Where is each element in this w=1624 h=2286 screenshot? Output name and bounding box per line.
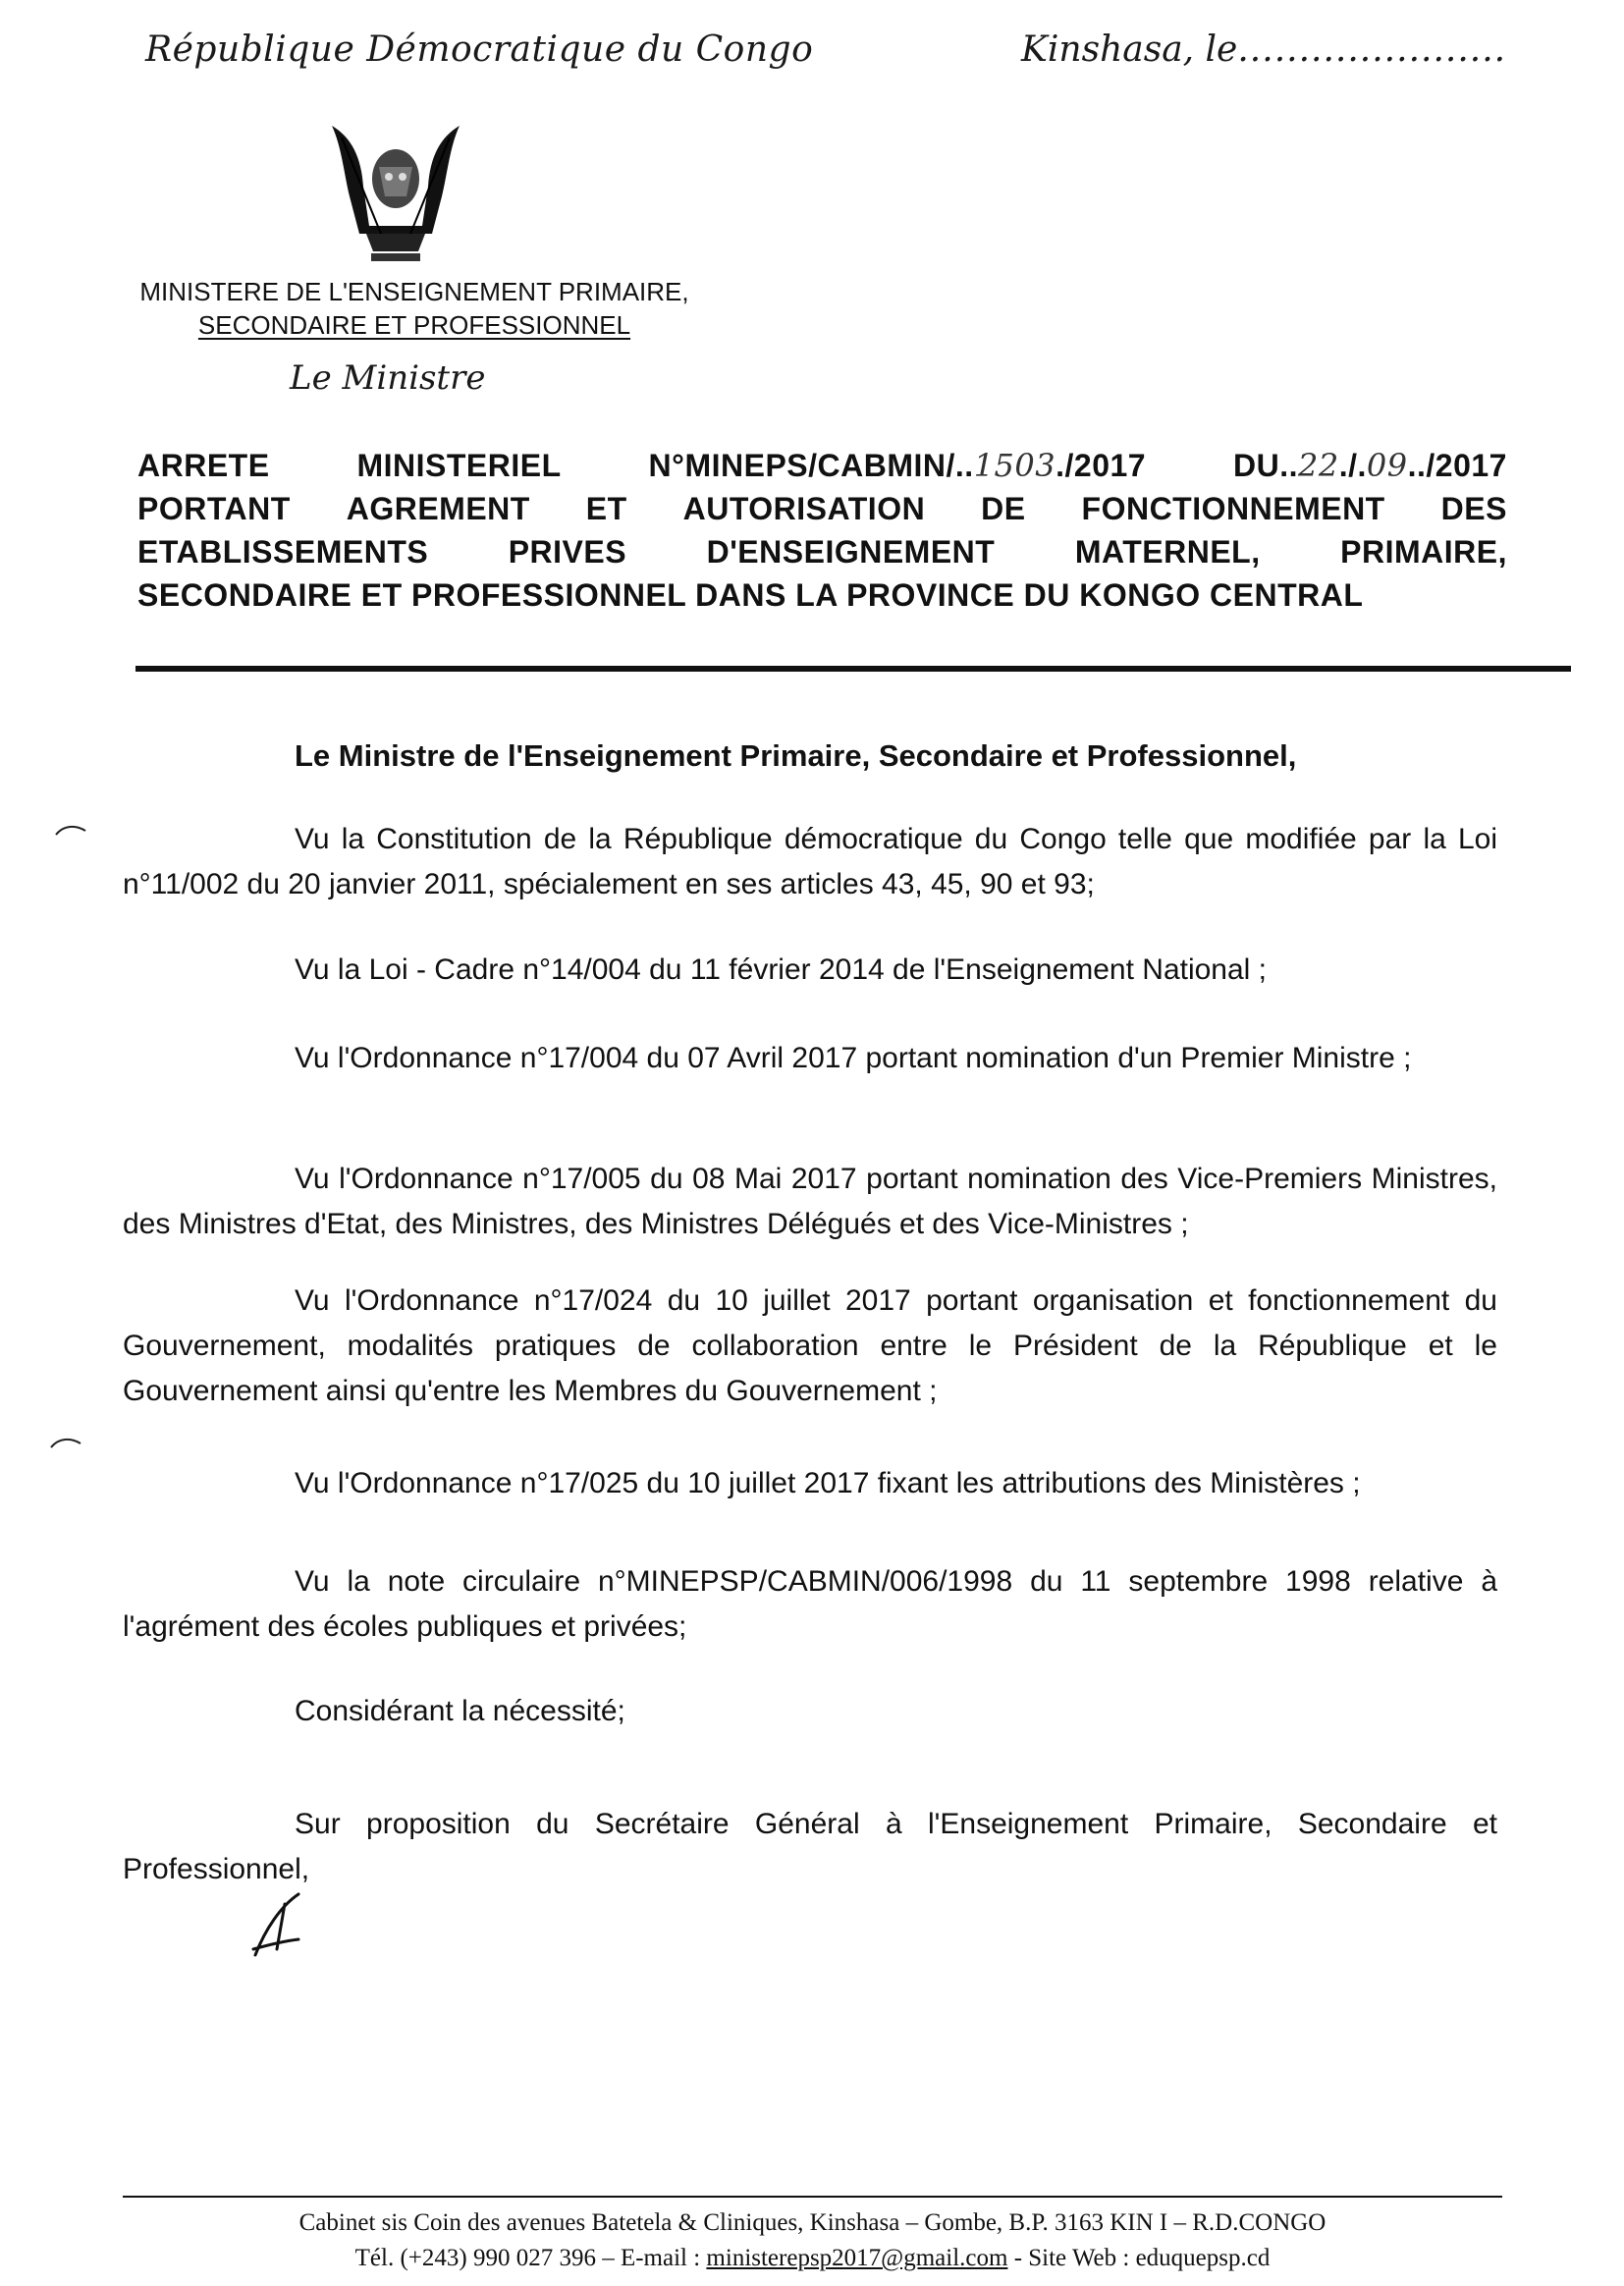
title-word: PRIMAIRE, (1340, 534, 1507, 570)
decree-title (137, 444, 1507, 617)
handwritten-initial (247, 1890, 306, 1959)
handwritten-day: 22 (1298, 447, 1339, 484)
title-line-2 (137, 487, 1507, 530)
paragraph-ordonnance-17-004: Vu l'Ordonnance n°17/004 du 07 Avril 2017 portant nomination d'un Premier Ministre ; (295, 1042, 1412, 1074)
title-word: D'ENSEIGNEMENT (706, 534, 996, 570)
ministry-line-1: MINISTERE DE L'ENSEIGNEMENT PRIMAIRE, (139, 277, 689, 306)
paragraph-considerant: Considérant la nécessité; (295, 1695, 625, 1727)
title-word: PRIVES (508, 534, 627, 570)
title-word: MATERNEL, (1074, 534, 1261, 570)
paragraph-loi-cadre: Vu la Loi - Cadre n°14/004 du 11 février 2014 de l'Enseignement National ; (295, 953, 1268, 986)
decree-date: DU..22./.09../2017 (1233, 447, 1507, 484)
handwritten-number: 1503 (973, 447, 1056, 484)
footer-divider (123, 2196, 1502, 2198)
title-word: ETABLISSEMENTS (137, 534, 429, 570)
ministry-line-2: SECONDAIRE ET PROFESSIONNEL (197, 310, 631, 340)
title-line-3 (137, 530, 1507, 573)
paragraph-ordonnance-17-005: Vu l'Ordonnance n°17/005 du 08 Mai 2017 portant nomination des Vice-Premiers Ministres, des Ministres d'Etat, des Ministres, des Ministres Délégués et des Vice-Ministres ; (123, 1163, 1497, 1240)
title-word: AUTORISATION (682, 491, 926, 526)
title-word: AGREMENT (346, 491, 530, 526)
decree-number: N°MINEPS/CABMIN/..1503./2017 (648, 447, 1147, 484)
margin-tick-mark (49, 1436, 82, 1449)
title-word: ARRETE (137, 448, 270, 483)
title-word: FONCTIONNEMENT (1081, 491, 1385, 526)
footer-contact (123, 2205, 1502, 2276)
paragraph-constitution: Vu la Constitution de la République démocratique du Congo telle que modifiée par la Loi n°11/002 du 20 janvier 2011, spécialement en ses articles 43, 45, 90 et 93; (123, 823, 1497, 900)
paragraph-note-circulaire: Vu la note circulaire n°MINEPSP/CABMIN/006/1998 du 11 septembre 1998 relative à l'agrément des écoles publiques et privées; (123, 1565, 1497, 1643)
footer-address: Cabinet sis Coin des avenues Batetela & Cliniques, Kinshasa – Gombe, B.P. 3163 KIN I – R.D.CONGO (298, 2209, 1326, 2236)
email-link[interactable]: ministerepsp2017@gmail.com (706, 2245, 1008, 2271)
margin-tick-mark (54, 823, 87, 837)
title-line-4: SECONDAIRE ET PROFESSIONNEL DANS LA PROVINCE DU KONGO CENTRAL (137, 577, 1364, 613)
coat-of-arms-emblem (312, 118, 479, 265)
paragraph-sur-proposition: Sur proposition du Secrétaire Général à l'Enseignement Primaire, Secondaire et Professionnel, (123, 1808, 1497, 1885)
title-line-1 (137, 444, 1507, 487)
handwritten-month: 09 (1366, 447, 1408, 484)
paragraph-ordonnance-17-025: Vu l'Ordonnance n°17/025 du 10 juillet 2017 fixant les attributions des Ministères ; (295, 1467, 1361, 1499)
title-word: PORTANT (137, 491, 291, 526)
title-word: MINISTERIEL (356, 448, 562, 483)
title-word: ET (585, 491, 627, 526)
title-word: DE (981, 491, 1026, 526)
body-heading: Le Ministre de l'Enseignement Primaire, Secondaire et Professionnel, (295, 738, 1297, 773)
city-date-line (1021, 29, 1506, 70)
republic-header: République Démocratique du Congo (145, 29, 814, 70)
ministry-name (139, 275, 689, 342)
footer-contact-line: Tél. (+243) 990 027 396 – E-mail : ministerepsp2017@gmail.com - Site Web : eduquepsp.cd (354, 2245, 1271, 2271)
date-dots: ...................... (1237, 29, 1507, 70)
paragraph-ordonnance-17-024: Vu l'Ordonnance n°17/024 du 10 juillet 2017 portant organisation et fonctionnement du Gouvernement, modalités pratiques de collaboration entre le Président de la République et le Gouvernement ainsi qu'entre les Membres du Gouvernement ; (123, 1284, 1497, 1407)
title-divider (135, 666, 1571, 672)
le-ministre-signature-line: Le Ministre (290, 358, 486, 398)
title-word: DES (1440, 491, 1507, 526)
city-date-label: Kinshasa, le (1021, 29, 1238, 70)
